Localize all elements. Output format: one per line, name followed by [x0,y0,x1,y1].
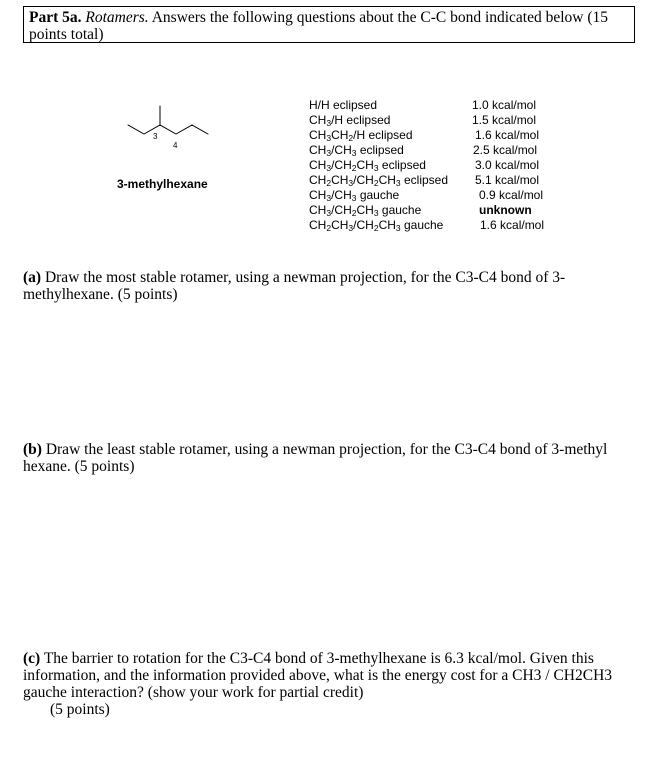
question-b [23,441,623,475]
question-header [23,6,635,43]
question-a [23,269,623,303]
energy-value: 2.5 kcal/mol [473,143,538,157]
energy-value: 1.0 kcal/mol [472,98,537,112]
energy-value: 1.5 kcal/mol [472,113,537,127]
topic-label: Rotamers. [85,9,149,26]
molecule-name: 3-methylhexane [117,177,208,191]
atom-label-3: 3 [153,132,158,141]
question-b-label: (b) [23,441,42,458]
question-c [23,650,623,718]
energy-value-unknown: unknown [479,203,532,217]
interaction-label: $CH_3/CH_2CH_3$ eclipsed [309,158,426,173]
question-c-text: The barrier to rotation for the C3-C4 bond of 3-methylhexane is 6.3 kcal/mol. Given this information, and the information provided above, what is the energy cost for a CH3 / CH2CH3 gauche interaction? (show your work for partial credit) [23,650,613,701]
interaction-label: $CH_3/H$ eclipsed [309,113,391,128]
question-a-label: (a) [23,269,42,286]
atom-label-4: 4 [173,141,178,148]
interaction-label: $CH_3/CH_3$ eclipsed [309,143,404,158]
energy-value: 0.9 kcal/mol [479,188,544,202]
carbon-chain [128,125,208,134]
interaction-label: $CH_3/CH_3$ gauche [309,188,400,203]
question-c-points: (5 points) [50,701,110,718]
energy-value: 1.6 kcal/mol [480,218,545,232]
interaction-label: H/H eclipsed [309,98,378,112]
question-a-text: Draw the most stable rotamer, using a newman projection, for the C3-C4 bond of 3-methylhexane. (5 points) [23,269,566,303]
interaction-label: $CH_3/CH_2CH_3$ gauche [309,203,422,218]
interaction-label: $CH_3CH_2/H$ eclipsed [309,128,413,143]
interaction-label: $CH_2CH_3/CH_2CH_3$ gauche [309,218,444,233]
energy-value: 1.6 kcal/mol [475,128,540,142]
skeletal-structure-3-methylhexane [120,104,212,148]
question-b-text: Draw the least stable rotamer, using a newman projection, for the C3-C4 bond of 3-methyl hexane. (5 points) [23,441,608,475]
question-c-label: (c) [23,650,41,667]
interaction-label: $CH_2CH_3/CH_2CH_3$ eclipsed [309,173,449,188]
energy-value: 3.0 kcal/mol [475,158,540,172]
part-label: Part 5a. [29,9,82,26]
energy-value: 5.1 kcal/mol [475,173,540,187]
header-instructions: Answers the following questions about the C-C bond indicated below (15 points total) [29,9,609,43]
